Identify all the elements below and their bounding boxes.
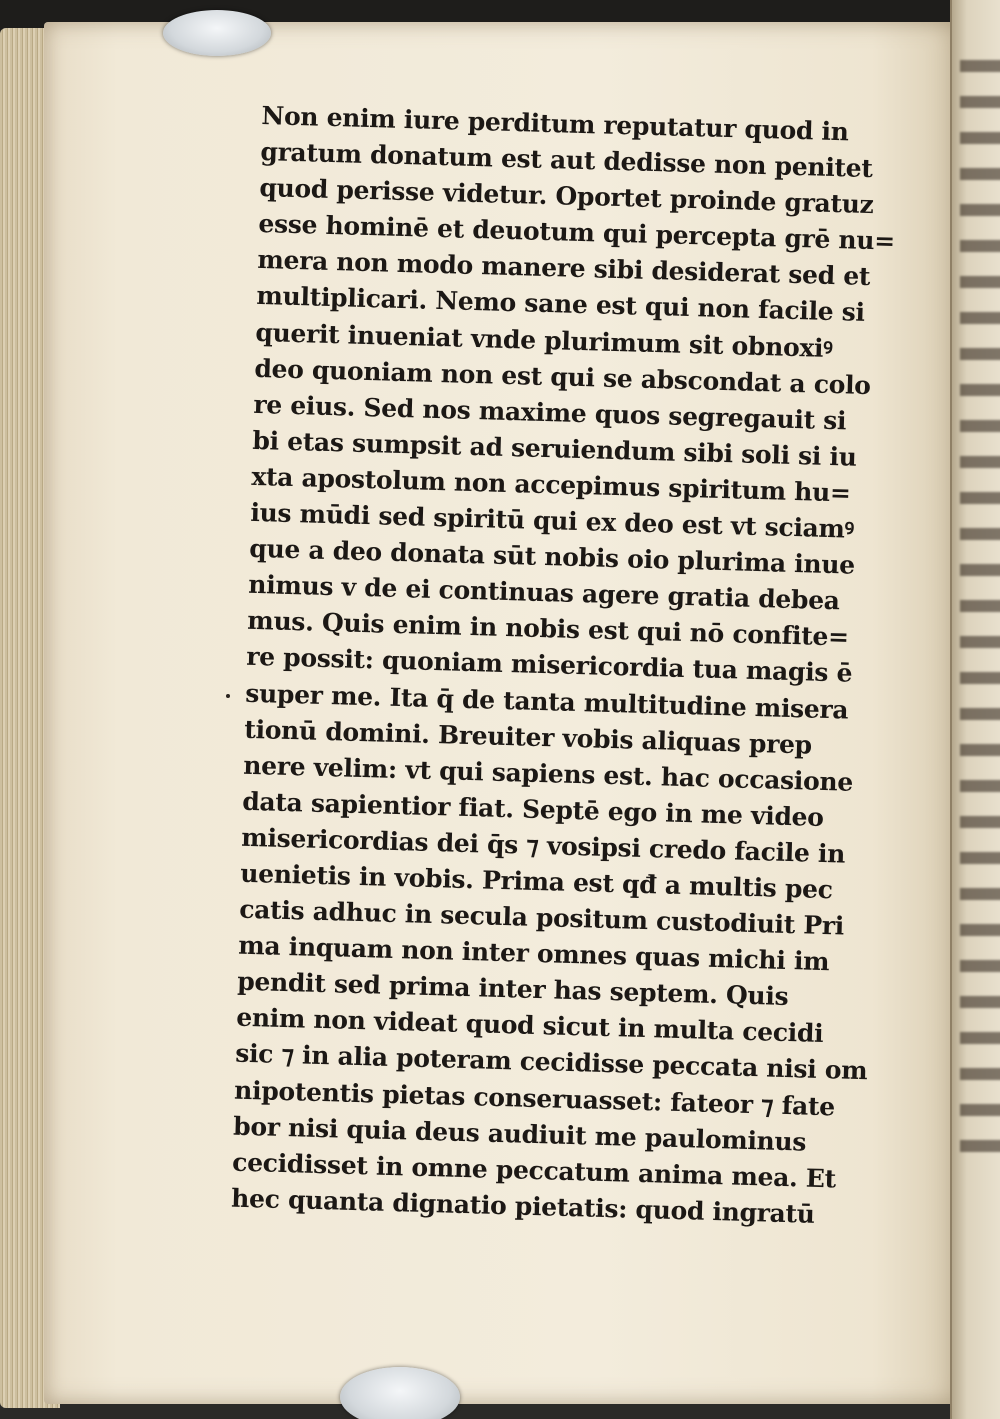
text-line: uenietis in vobis. Prima est qđ a multis pec	[239, 858, 834, 905]
text-line: gratum donatum est aut dedisse non penitet	[260, 137, 873, 184]
page-clip-top	[163, 10, 271, 56]
text-line: esse hominē et deuotum qui percepta grē nu=	[258, 209, 896, 257]
text-line: Non enim iure perditum reputatur quod in	[261, 100, 849, 147]
facing-page-edge	[950, 0, 1000, 1419]
text-line: tionū domini. Breuiter vobis aliquas prep	[243, 714, 813, 760]
text-line: deo quoniam non est qui se abscondat a colo	[254, 353, 872, 400]
text-line: misericordias dei q̄s ⁊ vosipsi credo facile in	[240, 822, 846, 869]
text-line: catis adhuc in secula positum custodiuit Pri	[238, 894, 845, 941]
page-clip-bottom	[340, 1367, 460, 1419]
text-line: bor nisi quia deus audiuit me paulominus	[232, 1111, 807, 1157]
text-line: nere velim: vt qui sapiens est. hac occasione	[242, 750, 854, 797]
text-line: ma inquam non inter omnes quas michi im	[237, 930, 830, 977]
gothic-text-block	[231, 98, 902, 1234]
text-line: re eius. Sed nos maxime quos segregauit si	[253, 389, 847, 436]
text-line: enim non videat quod sicut in multa cecidi	[235, 1002, 824, 1049]
text-line: quod perisse videtur. Oportet proinde gratuz	[259, 173, 874, 220]
facing-page-text-bleed	[960, 60, 1000, 1160]
text-line: multiplicari. Nemo sane est qui non facile si	[256, 281, 866, 328]
ink-speck	[226, 694, 230, 698]
text-line: querit inueniat vnde plurimum sit obnoxiꝰ	[255, 317, 833, 363]
text-line: ius mūdi sed spiritū qui ex deo est vt sciamꝰ	[250, 497, 855, 544]
text-line: mus. Quis enim in nobis est qui nō confite=	[246, 606, 850, 652]
text-line: cecidisset in omne peccatum anima mea. Et	[231, 1147, 837, 1194]
text-line: bi etas sumpsit ad seruiendum sibi soli si iu	[252, 425, 857, 472]
text-line: hec quanta dignatio pietatis: quod ingratū	[230, 1183, 816, 1229]
text-line: pendit sed prima inter has septem. Quis	[236, 966, 789, 1012]
text-line: xta apostolum non accepimus spiritum hu=	[251, 461, 852, 508]
text-line: nimus v de ei continuas agere gratia debea	[248, 570, 841, 616]
text-line: super me. Ita q̄ de tanta multitudine misera	[244, 678, 849, 725]
text-line: mera non modo manere sibi desiderat sed et	[257, 245, 871, 292]
text-line: que a deo donata sūt nobis oio plurima inue	[249, 533, 856, 580]
text-line: sic ⁊ in alia poteram cecidisse peccata nisi om	[234, 1039, 868, 1086]
text-line: nipotentis pietas conseruasset: fateor ⁊ fate	[233, 1075, 836, 1121]
text-line: re possit: quoniam misericordia tua magis ē	[245, 642, 853, 689]
text-line: data sapientior fiat. Septē ego in me video	[241, 786, 824, 832]
